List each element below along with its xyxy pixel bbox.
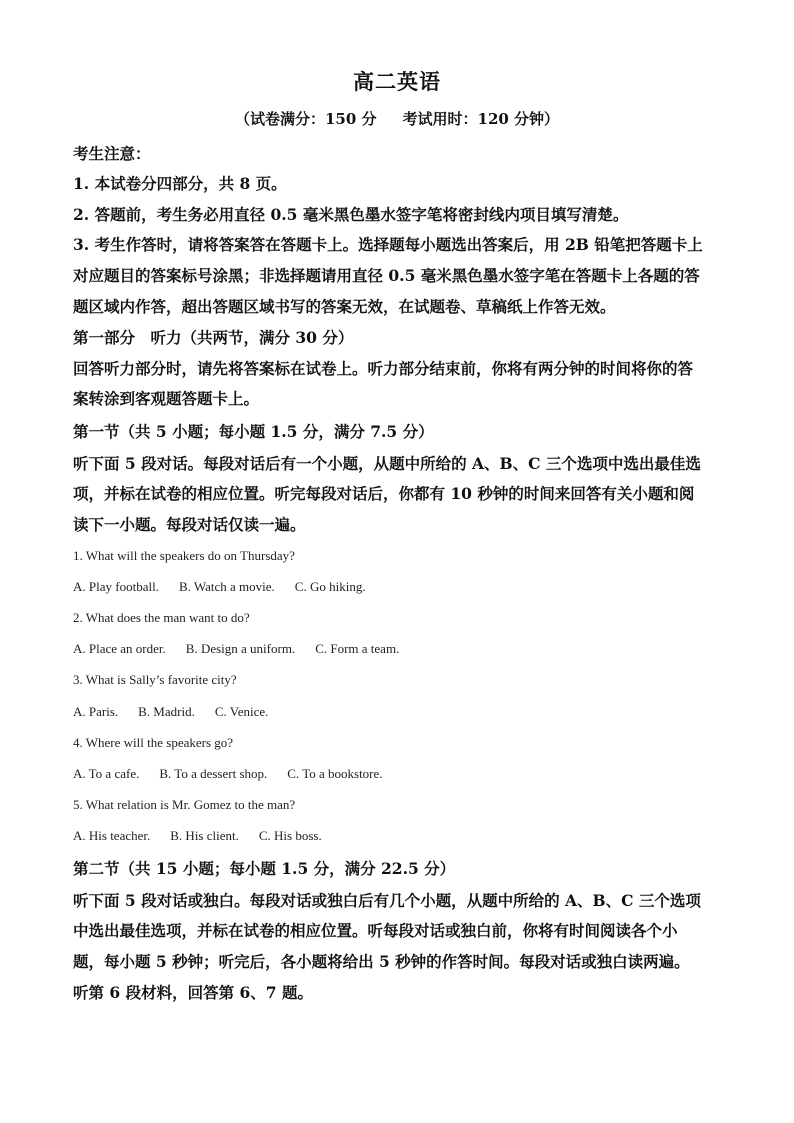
notice-item-3-line-2: 对应题目的答案标号涂黑；非选择题请用直径 0.5 毫米黑色墨水签字笔在答题卡上各题的答	[73, 266, 700, 285]
option-a: A. Place an order.	[73, 641, 166, 656]
question-1-stem: 1. What will the speakers do on Thursday?	[73, 548, 295, 563]
notice-heading: 考生注意：	[73, 144, 151, 163]
part1-intro-line-2: 案转涂到客观题答题卡上。	[73, 389, 260, 408]
option-a: A. Play football.	[73, 579, 159, 594]
question-5-options	[73, 828, 723, 844]
section2-directions-line-3: 题，每小题 5 秒钟；听完后，各小题将给出 5 秒钟的作答时间。每段对话或独白读两遍。	[73, 952, 690, 971]
section1-directions-line-2: 项，并标在试卷的相应位置。听完每段对话后，你都有 10 秒钟的时间来回答有关小题和阅	[73, 484, 695, 503]
notice-item-1: 1. 本试卷分四部分，共 8 页。	[73, 174, 287, 193]
part1-intro-line-1: 回答听力部分时，请先将答案标在试卷上。听力部分结束前，你将有两分钟的时间将你的答	[73, 359, 694, 378]
exam-info	[0, 108, 794, 129]
option-c: C. To a bookstore.	[287, 766, 383, 781]
time-limit-text: 考试用时：120 分钟）	[402, 110, 560, 128]
question-5-stem: 5. What relation is Mr. Gomez to the man?	[73, 797, 296, 812]
option-b: B. Design a uniform.	[185, 641, 296, 656]
question-1-options	[73, 579, 723, 595]
section1-heading: 第一节（共 5 小题；每小题 1.5 分，满分 7.5 分）	[73, 422, 434, 441]
notice-item-2: 2. 答题前，考生务必用直径 0.5 毫米黑色墨水签字笔将密封线内项目填写清楚。	[73, 205, 629, 224]
option-c: C. His boss.	[258, 828, 322, 843]
option-a: A. His teacher.	[73, 828, 151, 843]
option-b: B. Watch a movie.	[178, 579, 275, 594]
notice-item-3-line-1: 3. 考生作答时，请将答案答在答题卡上。选择题每小题选出答案后，用 2B 铅笔把答题卡上	[73, 235, 703, 254]
question-4-stem: 4. Where will the speakers go?	[73, 735, 234, 750]
page-title: 高二英语	[353, 69, 441, 94]
option-b: B. His client.	[170, 828, 239, 843]
option-c: C. Form a team.	[315, 641, 400, 656]
full-score-text: （试卷满分：150 分	[234, 110, 377, 128]
section1-directions-line-1: 听下面 5 段对话。每段对话后有一个小题，从题中所给的 A、B、C 三个选项中选出最佳选	[73, 454, 701, 473]
section2-heading: 第二节（共 15 小题；每小题 1.5 分，满分 22.5 分）	[73, 859, 456, 878]
section2-directions-line-1: 听下面 5 段对话或独白。每段对话或独白后有几个小题，从题中所给的 A、B、C 三个选项	[73, 891, 701, 910]
part1-heading: 第一部分 听力（共两节，满分 30 分）	[73, 328, 354, 347]
question-3-options	[73, 704, 723, 720]
option-c: C. Go hiking.	[294, 579, 366, 594]
option-b: B. To a dessert shop.	[159, 766, 268, 781]
question-2-stem: 2. What does the man want to do?	[73, 610, 250, 625]
option-a: A. Paris.	[73, 704, 119, 719]
option-b: B. Madrid.	[138, 704, 195, 719]
question-3-stem: 3. What is Sally’s favorite city?	[73, 672, 237, 687]
option-a: A. To a cafe.	[73, 766, 140, 781]
question-4-options	[73, 766, 723, 782]
section2-directions-line-4: 听第 6 段材料，回答第 6、7 题。	[73, 983, 313, 1002]
section1-directions-line-3: 读下一小题。每段对话仅读一遍。	[73, 515, 306, 534]
section2-directions-line-2: 中选出最佳选项，并标在试卷的相应位置。听每段对话或独白前，你将有时间阅读各个小	[73, 921, 678, 940]
option-c: C. Venice.	[214, 704, 269, 719]
question-2-options	[73, 641, 723, 657]
notice-item-3-line-3: 题区域内作答，超出答题区域书写的答案无效，在试题卷、草稿纸上作答无效。	[73, 297, 616, 316]
